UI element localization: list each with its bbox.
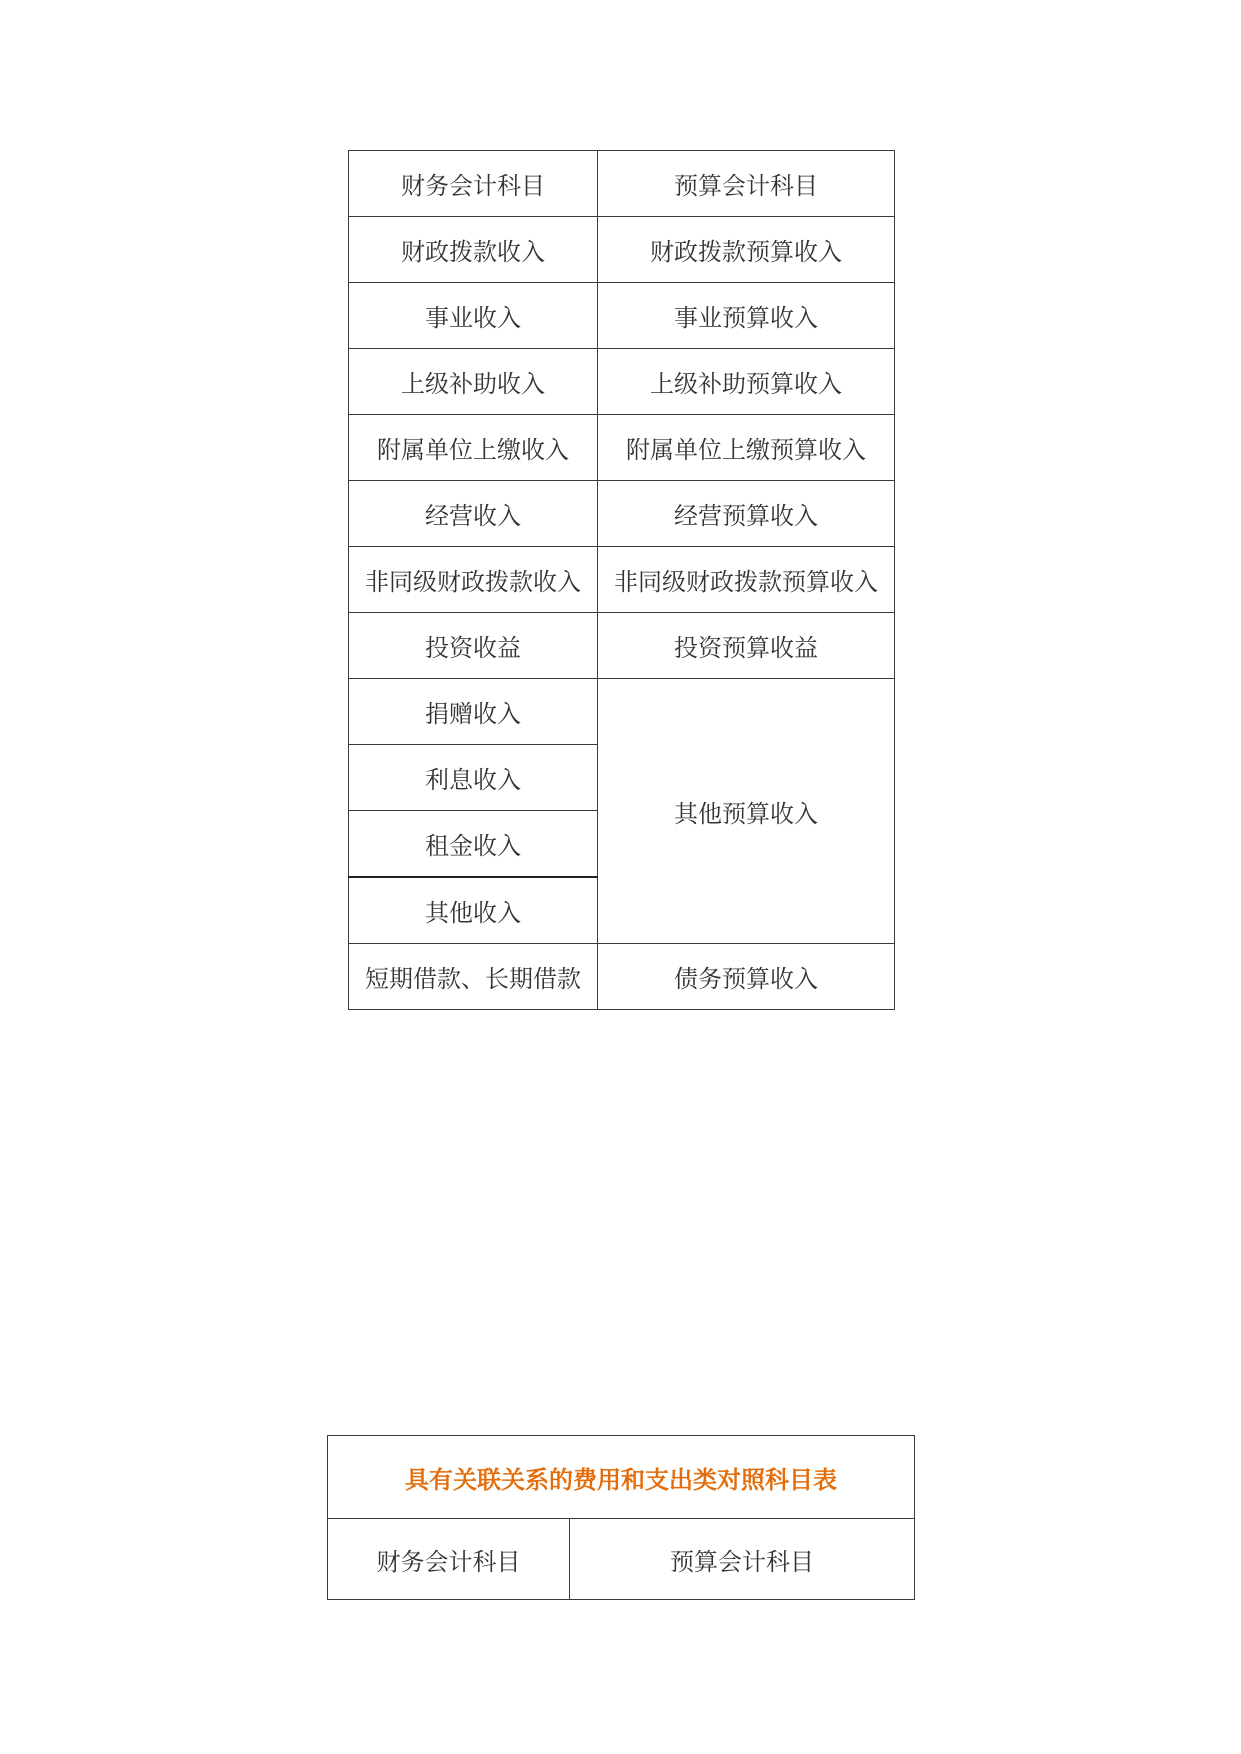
budget-account-cell: 附属单位上缴预算收入 [598, 415, 895, 481]
budget-column-header: 预算会计科目 [570, 1519, 915, 1600]
financial-account-cell: 租金收入 [349, 811, 598, 878]
table-row [349, 944, 895, 1010]
budget-column-header: 预算会计科目 [598, 151, 895, 217]
financial-account-cell: 事业收入 [349, 283, 598, 349]
table-row [349, 679, 895, 745]
table-row [349, 547, 895, 613]
budget-account-cell: 投资预算收益 [598, 613, 895, 679]
financial-account-cell: 附属单位上缴收入 [349, 415, 598, 481]
table-row [349, 613, 895, 679]
budget-account-cell: 债务预算收入 [598, 944, 895, 1010]
financial-account-cell: 利息收入 [349, 745, 598, 811]
financial-account-cell: 其他收入 [349, 877, 598, 944]
financial-account-cell: 短期借款、长期借款 [349, 944, 598, 1010]
table-header-row [349, 151, 895, 217]
table-row [349, 481, 895, 547]
table-row [349, 217, 895, 283]
budget-account-cell: 财政拨款预算收入 [598, 217, 895, 283]
budget-account-cell: 上级补助预算收入 [598, 349, 895, 415]
budget-account-merged-cell: 其他预算收入 [598, 679, 895, 944]
table-row [349, 283, 895, 349]
financial-column-header: 财务会计科目 [349, 151, 598, 217]
financial-column-header: 财务会计科目 [328, 1519, 570, 1600]
financial-account-cell: 非同级财政拨款收入 [349, 547, 598, 613]
table-header-row [328, 1519, 915, 1600]
financial-account-cell: 经营收入 [349, 481, 598, 547]
financial-account-cell: 财政拨款收入 [349, 217, 598, 283]
expense-mapping-table [327, 1435, 915, 1600]
table-title: 具有关联关系的费用和支出类对照科目表 [328, 1436, 915, 1519]
financial-account-cell: 上级补助收入 [349, 349, 598, 415]
table-row [349, 349, 895, 415]
budget-account-cell: 事业预算收入 [598, 283, 895, 349]
budget-account-cell: 经营预算收入 [598, 481, 895, 547]
budget-account-cell: 非同级财政拨款预算收入 [598, 547, 895, 613]
table-row [349, 415, 895, 481]
financial-account-cell: 投资收益 [349, 613, 598, 679]
income-mapping-table [348, 150, 895, 1010]
financial-account-cell: 捐赠收入 [349, 679, 598, 745]
table-title-row [328, 1436, 915, 1519]
